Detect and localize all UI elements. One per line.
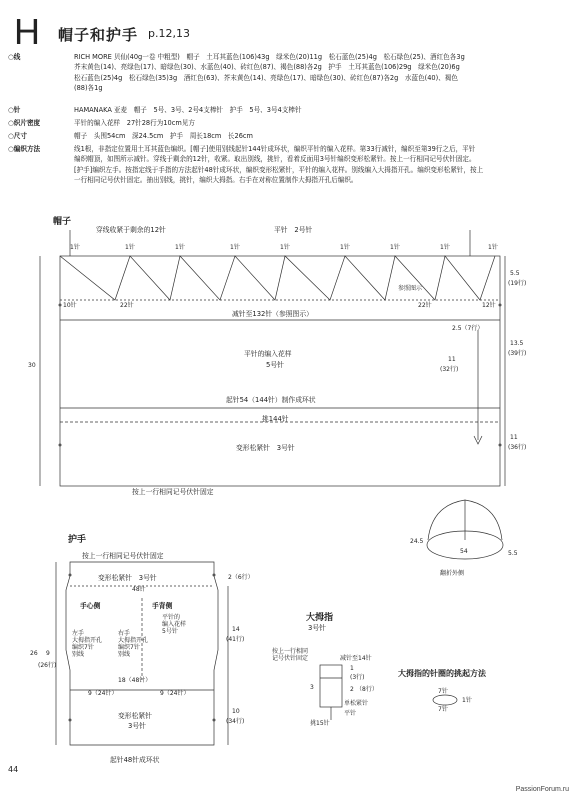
spec-line: 芥末黄色(14)、亮绿色(17)、暗绿色(30)、水蓝色(40)、砖红色(87)、褐色(88)各2g 护手 土耳其蓝色(106)29g 绿米色(20)6g bbox=[74, 63, 460, 72]
spec-label-yarn: ○线 bbox=[8, 53, 21, 61]
spec-line: RICH MORE 贝仙(40g一卷 中粗型) 帽子 土耳其蓝色(106)43g 绿米色(20)11g 松石蓝色(25)4g 松石绿色(25)、酒红色各3g bbox=[74, 53, 465, 61]
spec-value-needles: HAMANAKA 亚麦 帽子 5号、3号、2号4支棒针 护手 5号、3号4支棒针 bbox=[74, 106, 302, 114]
page-number: 44 bbox=[8, 765, 19, 774]
note-line: 记号伏针固定 bbox=[272, 655, 309, 662]
mitt-ribbing-bottom: 变形松紧针 bbox=[118, 712, 152, 720]
spec-line: 一行相同记号伏针固定。抽出别线，挑针，编织大拇指。右手在对称位置制作大拇指开孔后编织。 bbox=[74, 176, 358, 185]
dim-label: 11 bbox=[448, 356, 456, 363]
thumb-rib: 单松紧针 bbox=[344, 700, 369, 707]
note-line: 大拇指开孔 bbox=[72, 637, 103, 644]
mitt-back-side: 手背侧 bbox=[152, 602, 173, 610]
hat-ribbing: 变形松紧针 3号针 bbox=[236, 444, 295, 452]
dim-label: 26 bbox=[30, 650, 38, 657]
mitt-bind-off: 按上一行相同记号伏针固定 bbox=[82, 552, 164, 560]
hat-cast-on: 起针54（144针）制作成环状 bbox=[226, 396, 316, 404]
hat-pickup: 挑144针 bbox=[262, 415, 289, 423]
thumb-needle: 3号针 bbox=[308, 624, 326, 632]
mitt-left-note bbox=[72, 630, 102, 658]
hat-pattern-label: 平针的编入花样 bbox=[244, 350, 292, 358]
spec-label-needles: ○针 bbox=[8, 106, 21, 114]
stitch-label: 22针 bbox=[120, 302, 134, 309]
hat-decrease-label: 减针至132针（参照图示） bbox=[232, 310, 313, 318]
hat-crown-decrease-lines bbox=[60, 256, 495, 300]
note-line: 编织7针 bbox=[118, 644, 140, 651]
dim-label: (34行) bbox=[226, 718, 245, 725]
dim-label: 14 bbox=[232, 626, 240, 633]
spec-value-size: 帽子 头围54cm 深24.5cm 护手 周长18cm 长26cm bbox=[74, 132, 253, 140]
thumb-chart-outline bbox=[320, 665, 342, 707]
dim-label: 9 bbox=[46, 650, 50, 657]
stitch-label: 1针 bbox=[340, 244, 350, 251]
dim-label: 5.5 bbox=[508, 550, 518, 557]
dim-label: (3行) bbox=[350, 674, 365, 681]
note-line: 编入花样 bbox=[162, 621, 187, 628]
stitch-label: 1针 bbox=[462, 697, 472, 704]
stitch-label: 1针 bbox=[280, 244, 290, 251]
spec-line: (88)各1g bbox=[74, 84, 103, 93]
mitt-ribbing-top: 变形松紧针 3号针 bbox=[98, 574, 157, 582]
spec-line: 松石蓝色(25)4g 松石绿色(35)3g 酒红色(63)、芥末黄色(14)、亮绿色(17)、暗绿色(30)、砖红色(87)各2g 水蓝色(40)、褐色 bbox=[74, 73, 458, 82]
thumb-decrease: 减针至14针 bbox=[340, 655, 372, 662]
page-title: 帽子和护手 bbox=[58, 26, 139, 44]
thumb-pick-loop bbox=[433, 695, 457, 705]
stitch-label: 7针 bbox=[438, 688, 448, 695]
stitch-label: 1针 bbox=[70, 244, 80, 251]
note-line: 按上一行相同 bbox=[272, 648, 309, 655]
thumb-pick-title: 大拇指的针圈的挑起方法 bbox=[398, 669, 486, 678]
stitch-label: 7针 bbox=[438, 706, 448, 713]
thumb-plain: 平针 bbox=[344, 710, 357, 717]
thumb-pickup: 挑15针 bbox=[310, 720, 330, 727]
dim-label: 2 bbox=[350, 686, 354, 693]
dim-label: 5.5 bbox=[510, 270, 520, 277]
dim-label: 1 bbox=[350, 665, 354, 672]
dim-label: 54 bbox=[460, 548, 468, 555]
mitt-cast-on: 起针48针成环状 bbox=[110, 756, 160, 764]
spec-label-size: ○尺寸 bbox=[8, 132, 27, 140]
stitch-label: 1针 bbox=[230, 244, 240, 251]
dim-label: 13.5 bbox=[510, 340, 524, 347]
mitt-section-title: 护手 bbox=[68, 535, 87, 545]
dim-label: 11 bbox=[510, 434, 518, 441]
dim-label: (41行) bbox=[226, 636, 245, 643]
thumb-title: 大拇指 bbox=[306, 613, 334, 623]
stitch-label: 1针 bbox=[125, 244, 135, 251]
dim-label: 3 bbox=[310, 684, 314, 691]
spec-label-gauge: ○织片密度 bbox=[8, 119, 41, 127]
mitt-right-note bbox=[118, 630, 148, 658]
hat-top-note: 穿线收紧于剩余的12针 bbox=[96, 226, 166, 234]
mitt-palm-side: 手心侧 bbox=[80, 602, 101, 610]
section-letter: H bbox=[14, 11, 40, 52]
page-reference: p.12,13 bbox=[148, 27, 190, 40]
stitch-label: 22针 bbox=[418, 302, 432, 309]
stitch-label: 1针 bbox=[440, 244, 450, 251]
stitch-label: 10针 bbox=[63, 302, 77, 309]
stitch-label: 12针 bbox=[482, 302, 496, 309]
hat-bind-off: 按上一行相同记号伏针固定 bbox=[132, 488, 214, 496]
stitch-label: 1针 bbox=[488, 244, 498, 251]
stitch-label: 1针 bbox=[175, 244, 185, 251]
dim-label: 10 bbox=[232, 708, 240, 715]
mitt-ribbing-needle: 3号针 bbox=[128, 722, 146, 730]
thumb-note bbox=[272, 648, 308, 662]
dim-label: (36行) bbox=[508, 444, 527, 451]
hat-section-title: 帽子 bbox=[53, 217, 72, 227]
dim-label: 18（48针） bbox=[118, 677, 152, 684]
dim-label: 24.5 bbox=[410, 538, 424, 545]
stitch-label: 48针 bbox=[132, 586, 146, 593]
note-line: 右手 bbox=[118, 630, 131, 637]
spec-line: 线1根，非指定位置用土耳其蓝色编织。[帽子]使用别线起针144针成环状，编织平针的编入花样。第33行减针，编织至第39行之后，平针 bbox=[74, 145, 476, 153]
note-line: 左手 bbox=[72, 630, 85, 637]
hat-needle-top: 平针 2号针 bbox=[274, 226, 313, 234]
dim-label: 9（24针） bbox=[160, 690, 190, 697]
note-line: 平针的 bbox=[162, 614, 181, 621]
dim-label: （8行） bbox=[356, 686, 378, 693]
spec-line: 编织帽顶，如图所示减针。穿线于剩余的12针，收紧。取出别线，挑针，看着反面用3号针编织变形松紧针。按上一行相同记号伏针固定。 bbox=[74, 155, 476, 164]
hat-pattern-needle: 5号针 bbox=[266, 361, 284, 369]
note-line: 大拇指开孔 bbox=[118, 637, 149, 644]
dim-label: 2（6行） bbox=[228, 574, 254, 581]
note-line: 别线 bbox=[72, 651, 85, 658]
hat-sketch-caption: 翻折外侧 bbox=[440, 570, 465, 577]
spec-label-method: ○编织方法 bbox=[8, 145, 41, 153]
spec-value-gauge: 平针的编入花样 27针28行为10cm见方 bbox=[74, 119, 195, 127]
note-line: 5号针 bbox=[162, 628, 178, 635]
spec-line: [护手]编织左手。按指定线于手指的方法起针48针成环状，编织变形松紧针，平针的编入花样。别线编入大拇指开孔。编织变形松紧针，按上 bbox=[74, 165, 484, 174]
stitch-label: 1针 bbox=[390, 244, 400, 251]
mitt-pattern-note bbox=[162, 614, 186, 635]
dim-label: (32行) bbox=[440, 366, 459, 373]
note-line: 别线 bbox=[118, 651, 131, 658]
watermark: PassionForum.ru bbox=[515, 786, 569, 793]
dim-label: (39行) bbox=[508, 350, 527, 357]
note-line: 编织7针 bbox=[72, 644, 94, 651]
dim-label: (26行) bbox=[38, 662, 57, 669]
dim-label: (19行) bbox=[508, 280, 527, 287]
dim-label: 2.5（7行） bbox=[452, 325, 484, 332]
dim-label: 9（24针） bbox=[88, 690, 118, 697]
hat-ref-note: 参照图示 bbox=[398, 285, 423, 292]
dim-label: 30 bbox=[28, 362, 36, 369]
